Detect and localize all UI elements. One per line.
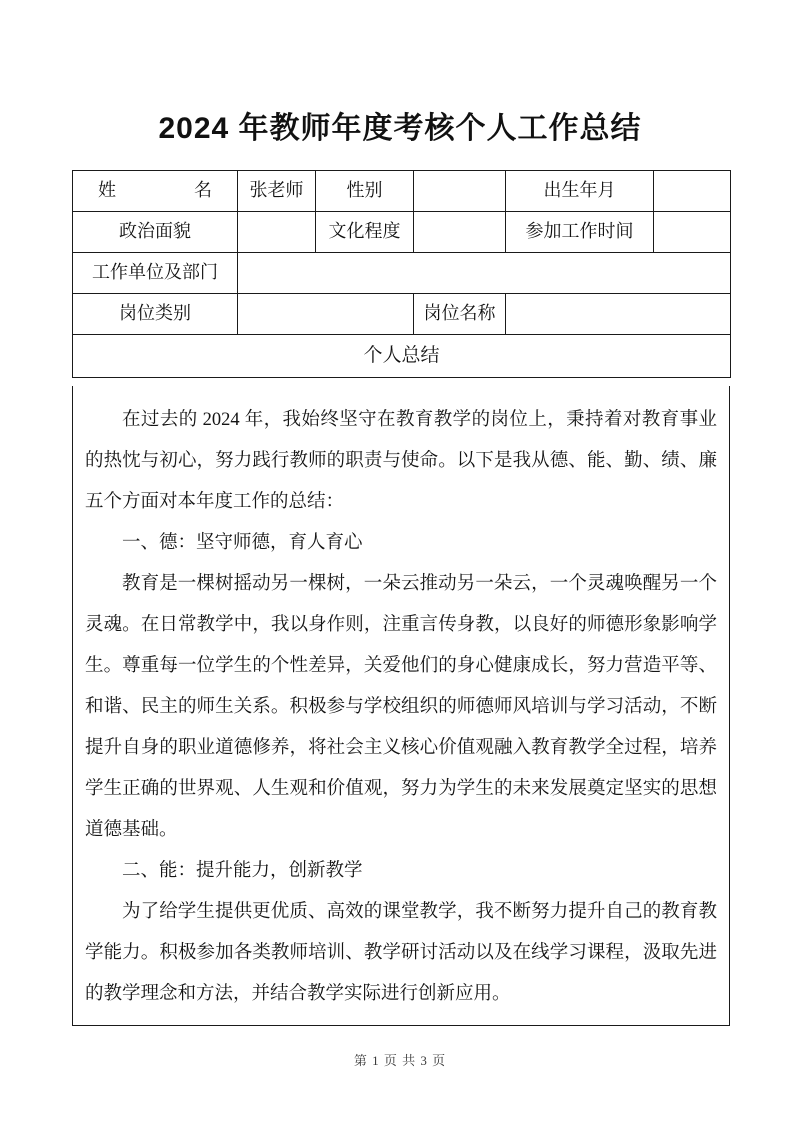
summary-section-heading: 二、能：提升能力，创新教学 [122, 861, 363, 881]
field-value-birthdate[interactable] [654, 171, 731, 212]
table-row [73, 253, 731, 294]
field-label-post-name: 岗位名称 [414, 294, 506, 335]
table-row [73, 294, 731, 335]
summary-section-heading: 一、德：坚守师德，育人育心 [122, 533, 363, 553]
field-value-work-start-date[interactable] [654, 212, 731, 253]
field-label-education-level: 文化程度 [316, 212, 414, 253]
field-value-education-level[interactable] [414, 212, 506, 253]
field-value-political-status[interactable] [238, 212, 316, 253]
field-label-name: 姓 名 [73, 171, 238, 212]
summary-body-box [72, 386, 730, 1026]
section-header-personal-summary: 个人总结 [73, 335, 731, 378]
field-label-post-category: 岗位类别 [73, 294, 238, 335]
field-label-work-unit: 工作单位及部门 [73, 253, 238, 294]
field-value-work-unit[interactable] [238, 253, 731, 294]
field-value-post-name[interactable] [506, 294, 731, 335]
field-label-gender: 性别 [316, 171, 414, 212]
field-label-political-status: 政治面貌 [73, 212, 238, 253]
field-label-work-start-date: 参加工作时间 [506, 212, 654, 253]
table-row [73, 212, 731, 253]
page-title: 2024 年教师年度考核个人工作总结 [158, 112, 642, 145]
summary-paragraph: 为了给学生提供更优质、高效的课堂教学，我不断努力提升自己的教育教学能力。积极参加各类教师培训、教学研讨活动以及在线学习课程，汲取先进的教学理念和方法，并结合教学实际进行创新应用。 [85, 902, 717, 1004]
personal-info-table [72, 170, 731, 378]
table-row [73, 335, 731, 378]
field-value-post-category[interactable] [238, 294, 414, 335]
field-label-birthdate: 出生年月 [506, 171, 654, 212]
summary-body-text [85, 400, 717, 1015]
field-value-gender[interactable] [414, 171, 506, 212]
table-row [73, 171, 731, 212]
summary-paragraph: 教育是一棵树摇动另一棵树，一朵云推动另一朵云，一个灵魂唤醒另一个灵魂。在日常教学中，我以身作则，注重言传身教，以良好的师德形象影响学生。尊重每一位学生的个性差异，关爱他们的身心健康成长，努力营造平等、和谐、民主的师生关系。积极参与学校组织的师德师风培训与学习活动，不断提升自身的职业道德修养，将社会主义核心价值观融入教育教学全过程，培养学生正确的世界观、人生观和价值观，努力为学生的未来发展奠定坚实的思想道德基础。 [85, 574, 717, 840]
page-footer: 第 1 页 共 3 页 [353, 1053, 447, 1068]
field-value-name[interactable]: 张老师 [238, 171, 316, 212]
summary-paragraph: 在过去的 2024 年，我始终坚守在教育教学的岗位上，秉持着对教育事业的热忱与初心，努力践行教师的职责与使命。以下是我从德、能、勤、绩、廉五个方面对本年度工作的总结： [85, 410, 717, 512]
